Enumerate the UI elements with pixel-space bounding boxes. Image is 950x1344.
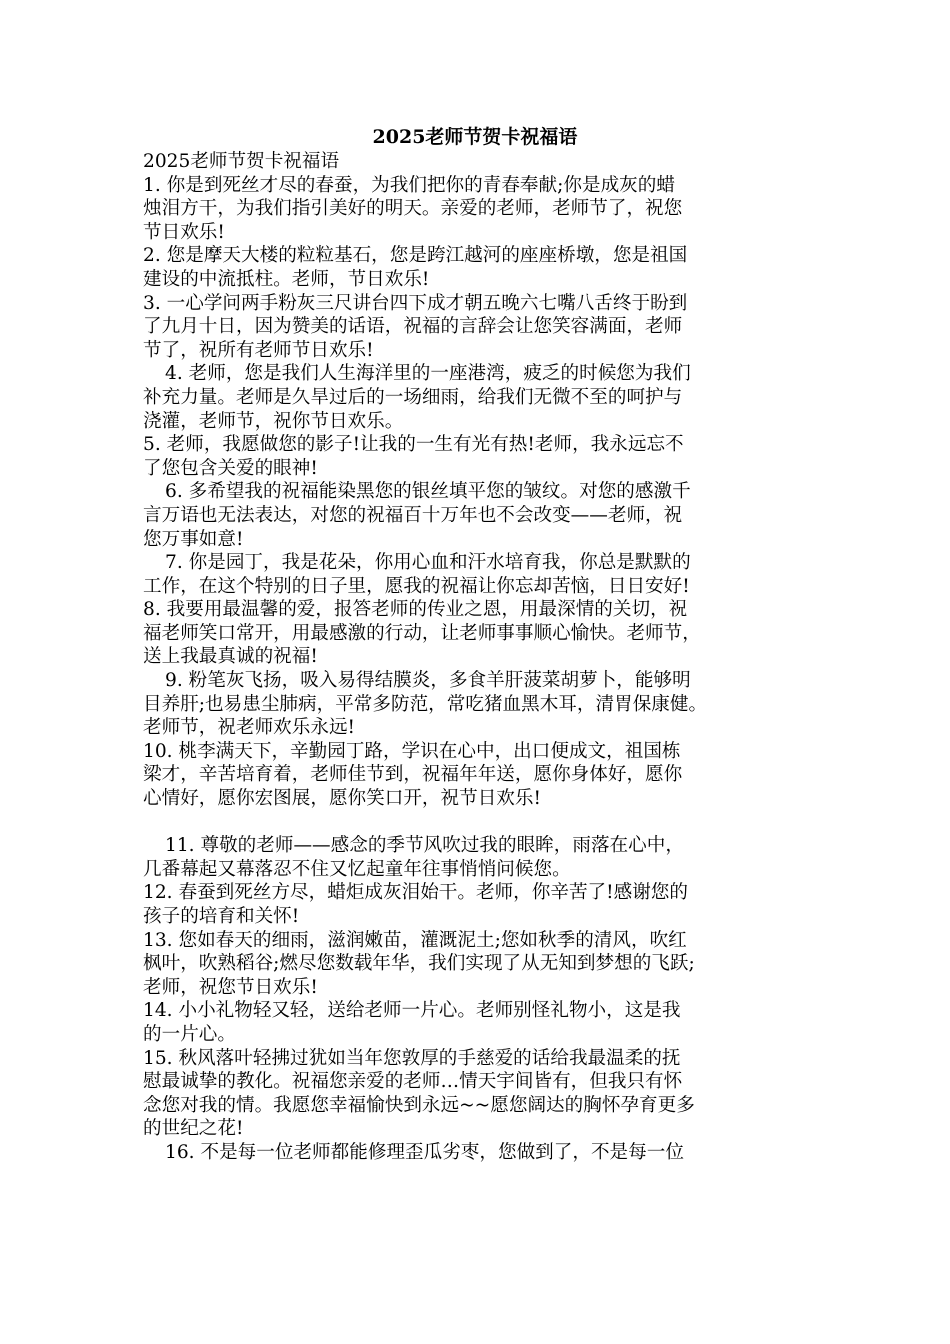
paragraph-line: 了您包含关爱的眼神! (143, 457, 318, 479)
paragraph-line: 1. 你是到死丝才尽的春蚕，为我们把你的青春奉献;你是成灰的蜡 (143, 174, 675, 196)
paragraph-line: 目养肝;也易患尘肺病，平常多防范，常吃猪血黑木耳，清胃保康健。 (143, 693, 708, 715)
paragraph-line: 13. 您如春天的细雨，滋润嫩苗，灌溉泥土;您如秋季的清风，吹红 (143, 929, 687, 951)
paragraph-line: 12. 春蚕到死丝方尽，蜡炬成灰泪始干。老师，你辛苦了!感谢您的 (143, 882, 688, 904)
blessing-paragraph-2 (143, 244, 843, 291)
paragraph-line: 建设的中流抵柱。老师，节日欢乐! (143, 268, 430, 290)
paragraph-line: 几番幕起又幕落忍不住又忆起童年往事悄悄问候您。 (143, 858, 571, 880)
blessing-paragraph-7 (143, 551, 843, 598)
paragraph-line: 老师，祝您节日欢乐! (143, 976, 318, 998)
paragraph-line: 工作，在这个特别的日子里，愿我的祝福让你忘却苦恼，日日安好! (143, 575, 690, 597)
blessing-paragraph-12 (143, 881, 843, 928)
blessing-paragraph-9 (143, 669, 843, 740)
document-body (143, 150, 843, 1165)
blessing-paragraph-3 (143, 292, 843, 363)
blessing-paragraph-4 (143, 362, 843, 433)
paragraph-line: 5. 老师，我愿做您的影子!让我的一生有光有热!老师，我永远忘不 (143, 434, 684, 456)
paragraph-line: 15. 秋风落叶轻拂过犹如当年您敦厚的手慈爱的话给我最温柔的抚 (143, 1047, 681, 1069)
blessing-paragraph-1 (143, 174, 843, 245)
paragraph-line: 节日欢乐! (143, 221, 225, 243)
paragraph-line: 心情好，愿你宏图展，愿你笑口开，祝节日欢乐! (143, 788, 541, 810)
blank-line (143, 811, 843, 835)
blessing-paragraph-14 (143, 999, 843, 1046)
blessing-paragraph-6 (143, 480, 843, 551)
paragraph-line: 念您对我的情。我愿您幸福愉快到永远~~愿您阔达的胸怀孕育更多 (143, 1094, 695, 1116)
blessing-paragraph-16 (143, 1141, 843, 1165)
paragraph-line: 浇灌，老师节，祝你节日欢乐。 (143, 410, 404, 432)
paragraph-line: 孩子的培育和关怀! (143, 906, 300, 927)
paragraph-line: 了九月十日，因为赞美的话语，祝福的言辞会让您笑容满面，老师 (143, 316, 683, 338)
document-subtitle: 2025老师节贺卡祝福语 (143, 151, 340, 172)
paragraph-line: 9. 粉笔灰飞扬，吸入易得结膜炎，多食羊肝菠菜胡萝卜，能够明 (165, 670, 691, 692)
paragraph-line: 8. 我要用最温馨的爱，报答老师的传业之恩，用最深情的关切，祝 (143, 599, 688, 621)
paragraph-line: 补充力量。老师是久旱过后的一场细雨，给我们无微不至的呵护与 (143, 386, 683, 408)
paragraph-line: 6. 多希望我的祝福能染黑您的银丝填平您的皱纹。对您的感激千 (165, 481, 691, 503)
paragraph-line: 节了，祝所有老师节日欢乐! (143, 339, 374, 361)
paragraph-line: 4. 老师，您是我们人生海洋里的一座港湾，疲乏的时候您为我们 (165, 363, 691, 385)
paragraph-line: 10. 桃李满天下，辛勤园丁路，学识在心中，出口便成文，祖国栋 (143, 740, 681, 762)
paragraph-line: 2. 您是摩天大楼的粒粒基石，您是跨江越河的座座桥墩，您是祖国 (143, 245, 688, 267)
blessing-paragraph-11 (143, 834, 843, 881)
paragraph-line: 的一片心。 (143, 1023, 236, 1045)
paragraph-line: 言万语也无法表达，对您的祝福百十万年也不会改变——老师，祝 (143, 504, 683, 526)
paragraph-line: 福老师笑口常开，用最感激的行动，让老师事事顺心愉快。老师节， (143, 622, 701, 644)
paragraph-line: 14. 小小礼物轻又轻，送给老师一片心。老师别怪礼物小，这是我 (143, 1000, 681, 1022)
document-title: 2025老师节贺卡祝福语 (372, 126, 578, 148)
paragraph-line: 慰最诚挚的教化。祝福您亲爱的老师…情天宇间皆有，但我只有怀 (143, 1071, 683, 1093)
blessing-paragraph-5 (143, 433, 843, 480)
blessing-paragraph-8 (143, 598, 843, 669)
blessing-paragraph-15 (143, 1047, 843, 1141)
paragraph-line: 16. 不是每一位老师都能修理歪瓜劣枣，您做到了，不是每一位 (165, 1141, 684, 1163)
paragraph-line: 的世纪之花! (143, 1118, 244, 1140)
paragraph-line: 送上我最真诚的祝福! (143, 646, 318, 668)
paragraph-line: 烛泪方干，为我们指引美好的明天。亲爱的老师，老师节了，祝您 (143, 198, 683, 220)
paragraph-line: 3. 一心学问两手粉灰三尺讲台四下成才朝五晚六七嘴八舌终于盼到 (143, 292, 688, 314)
paragraph-line: 7. 你是园丁，我是花朵，你用心血和汗水培育我，你总是默默的 (165, 552, 691, 574)
paragraph-line: 梁才，辛苦培育着，老师佳节到，祝福年年送，愿你身体好，愿你 (143, 764, 683, 786)
blessing-paragraph-13 (143, 929, 843, 1000)
paragraph-line: 枫叶，吹熟稻谷;燃尽您数载年华，我们实现了从无知到梦想的飞跃; (143, 953, 695, 975)
paragraph-line: 11. 尊敬的老师——感念的季节风吹过我的眼眸，雨落在心中， (165, 835, 684, 857)
paragraph-line: 老师节，祝老师欢乐永远! (143, 717, 356, 739)
blessing-paragraph-10 (143, 740, 843, 811)
paragraph-line: 您万事如意! (143, 528, 244, 550)
